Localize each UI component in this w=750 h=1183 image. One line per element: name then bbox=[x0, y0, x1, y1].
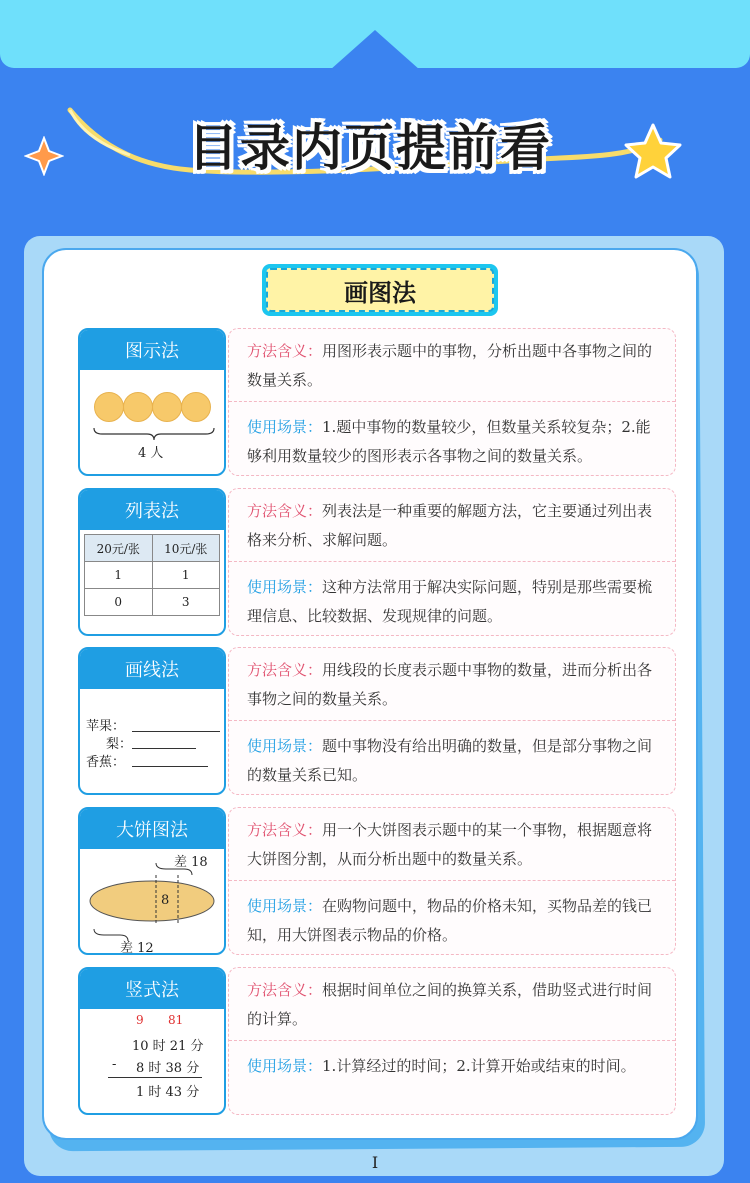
method-description bbox=[228, 328, 676, 476]
divider bbox=[229, 561, 675, 562]
divider bbox=[229, 880, 675, 881]
figure-caption: 4 人 bbox=[138, 446, 164, 461]
star-right-icon bbox=[622, 122, 684, 180]
section-title: 画图法 bbox=[262, 264, 498, 316]
top-notch bbox=[330, 30, 420, 70]
method-description bbox=[228, 488, 676, 636]
pie-figure bbox=[80, 849, 224, 955]
table-cell: 1 bbox=[85, 562, 153, 589]
table-cell: 0 bbox=[85, 589, 153, 616]
divider bbox=[229, 1040, 675, 1041]
line-label: 香蕉： bbox=[86, 755, 126, 770]
meaning-text: 方法含义：列表法是一种重要的解题方法，它主要通过列出表格来分析、求解问题。 bbox=[247, 502, 653, 549]
table-header: 20元/张 bbox=[85, 535, 153, 562]
carry-digit: 9 bbox=[136, 1013, 144, 1027]
method-vertical bbox=[78, 967, 676, 1115]
usage-label: 使用场景： bbox=[247, 578, 323, 596]
circle-shape bbox=[181, 392, 211, 422]
pie-label-top: 差 18 bbox=[174, 855, 208, 870]
brace-icon bbox=[92, 426, 216, 442]
table-cell: 1 bbox=[152, 562, 220, 589]
circle-shape bbox=[152, 392, 182, 422]
calc-line: 8 时 38 分 bbox=[136, 1061, 200, 1076]
meaning-label: 方法含义： bbox=[247, 661, 323, 679]
pie-label-bottom: 差 12 bbox=[120, 941, 154, 955]
usage-text: 使用场景：这种方法常用于解决实际问题，特别是那些需要梳理信息、比较数据、发现规律的问题。 bbox=[247, 578, 653, 625]
meaning-text: 方法含义：根据时间单位之间的换算关系，借助竖式进行时间的计算。 bbox=[247, 981, 653, 1028]
method-name: 竖式法 bbox=[80, 969, 224, 1009]
usage-text: 使用场景：题中事物没有给出明确的数量，但是部分事物之间的数量关系已知。 bbox=[247, 737, 653, 784]
meaning-text: 方法含义：用线段的长度表示题中事物的数量，进而分析出各事物之间的数量关系。 bbox=[247, 661, 653, 708]
calc-line: 10 时 21 分 bbox=[132, 1039, 204, 1054]
vertical-figure bbox=[80, 1009, 224, 1115]
line-segment bbox=[132, 748, 196, 749]
usage-label: 使用场景： bbox=[247, 418, 323, 436]
page-number: I bbox=[371, 1153, 379, 1172]
minus-sign: - bbox=[112, 1057, 117, 1072]
method-name: 画线法 bbox=[80, 649, 224, 689]
meaning-text: 方法含义：用一个大饼图表示题中的某一个事物，根据题意将大饼图分割，从而分析出题中的数量关系。 bbox=[247, 821, 653, 868]
calc-rule bbox=[108, 1077, 202, 1078]
method-description bbox=[228, 967, 676, 1115]
calc-result: 1 时 43 分 bbox=[136, 1085, 200, 1100]
page-title: 目录内页提前看 bbox=[188, 119, 552, 177]
usage-label: 使用场景： bbox=[247, 1057, 323, 1075]
circle-shape bbox=[123, 392, 153, 422]
divider bbox=[229, 720, 675, 721]
method-card bbox=[78, 967, 226, 1115]
table-figure bbox=[80, 530, 224, 636]
method-pie bbox=[78, 807, 676, 955]
divider bbox=[229, 401, 675, 402]
table-header: 10元/张 bbox=[152, 535, 220, 562]
line-figure bbox=[80, 689, 224, 795]
diagram-figure bbox=[80, 370, 224, 476]
method-card bbox=[78, 807, 226, 955]
method-card bbox=[78, 488, 226, 636]
mini-table bbox=[84, 534, 220, 616]
title-banner bbox=[0, 100, 750, 190]
circle-shape bbox=[94, 392, 124, 422]
usage-label: 使用场景： bbox=[247, 897, 323, 915]
method-table bbox=[78, 488, 676, 636]
meaning-label: 方法含义： bbox=[247, 342, 323, 360]
method-name: 大饼图法 bbox=[80, 809, 224, 849]
star-left-icon bbox=[24, 136, 64, 176]
carry-digit: 81 bbox=[168, 1013, 184, 1027]
method-card bbox=[78, 328, 226, 476]
line-segment bbox=[132, 731, 220, 732]
meaning-label: 方法含义： bbox=[247, 821, 323, 839]
table-cell: 3 bbox=[152, 589, 220, 616]
line-label: 梨： bbox=[106, 737, 133, 752]
usage-label: 使用场景： bbox=[247, 737, 323, 755]
usage-text: 使用场景：1.题中事物的数量较少，但数量关系较复杂；2.能够利用数量较少的图形表示各事物之间的数量关系。 bbox=[247, 418, 651, 465]
line-segment bbox=[132, 766, 208, 767]
method-diagram bbox=[78, 328, 676, 476]
pie-label-mid: 8 bbox=[161, 893, 170, 908]
method-line bbox=[78, 647, 676, 795]
line-label: 苹果： bbox=[86, 719, 126, 734]
method-description bbox=[228, 807, 676, 955]
meaning-label: 方法含义： bbox=[247, 981, 323, 999]
meaning-label: 方法含义： bbox=[247, 502, 323, 520]
meaning-text: 方法含义：用图形表示题中的事物，分析出题中各事物之间的数量关系。 bbox=[247, 342, 653, 389]
usage-text: 使用场景：在购物问题中，物品的价格未知，买物品差的钱已知，用大饼图表示物品的价格。 bbox=[247, 897, 653, 944]
method-name: 图示法 bbox=[80, 330, 224, 370]
method-card bbox=[78, 647, 226, 795]
method-name: 列表法 bbox=[80, 490, 224, 530]
method-description bbox=[228, 647, 676, 795]
usage-text: 使用场景：1.计算经过的时间；2.计算开始或结束的时间。 bbox=[247, 1057, 636, 1075]
